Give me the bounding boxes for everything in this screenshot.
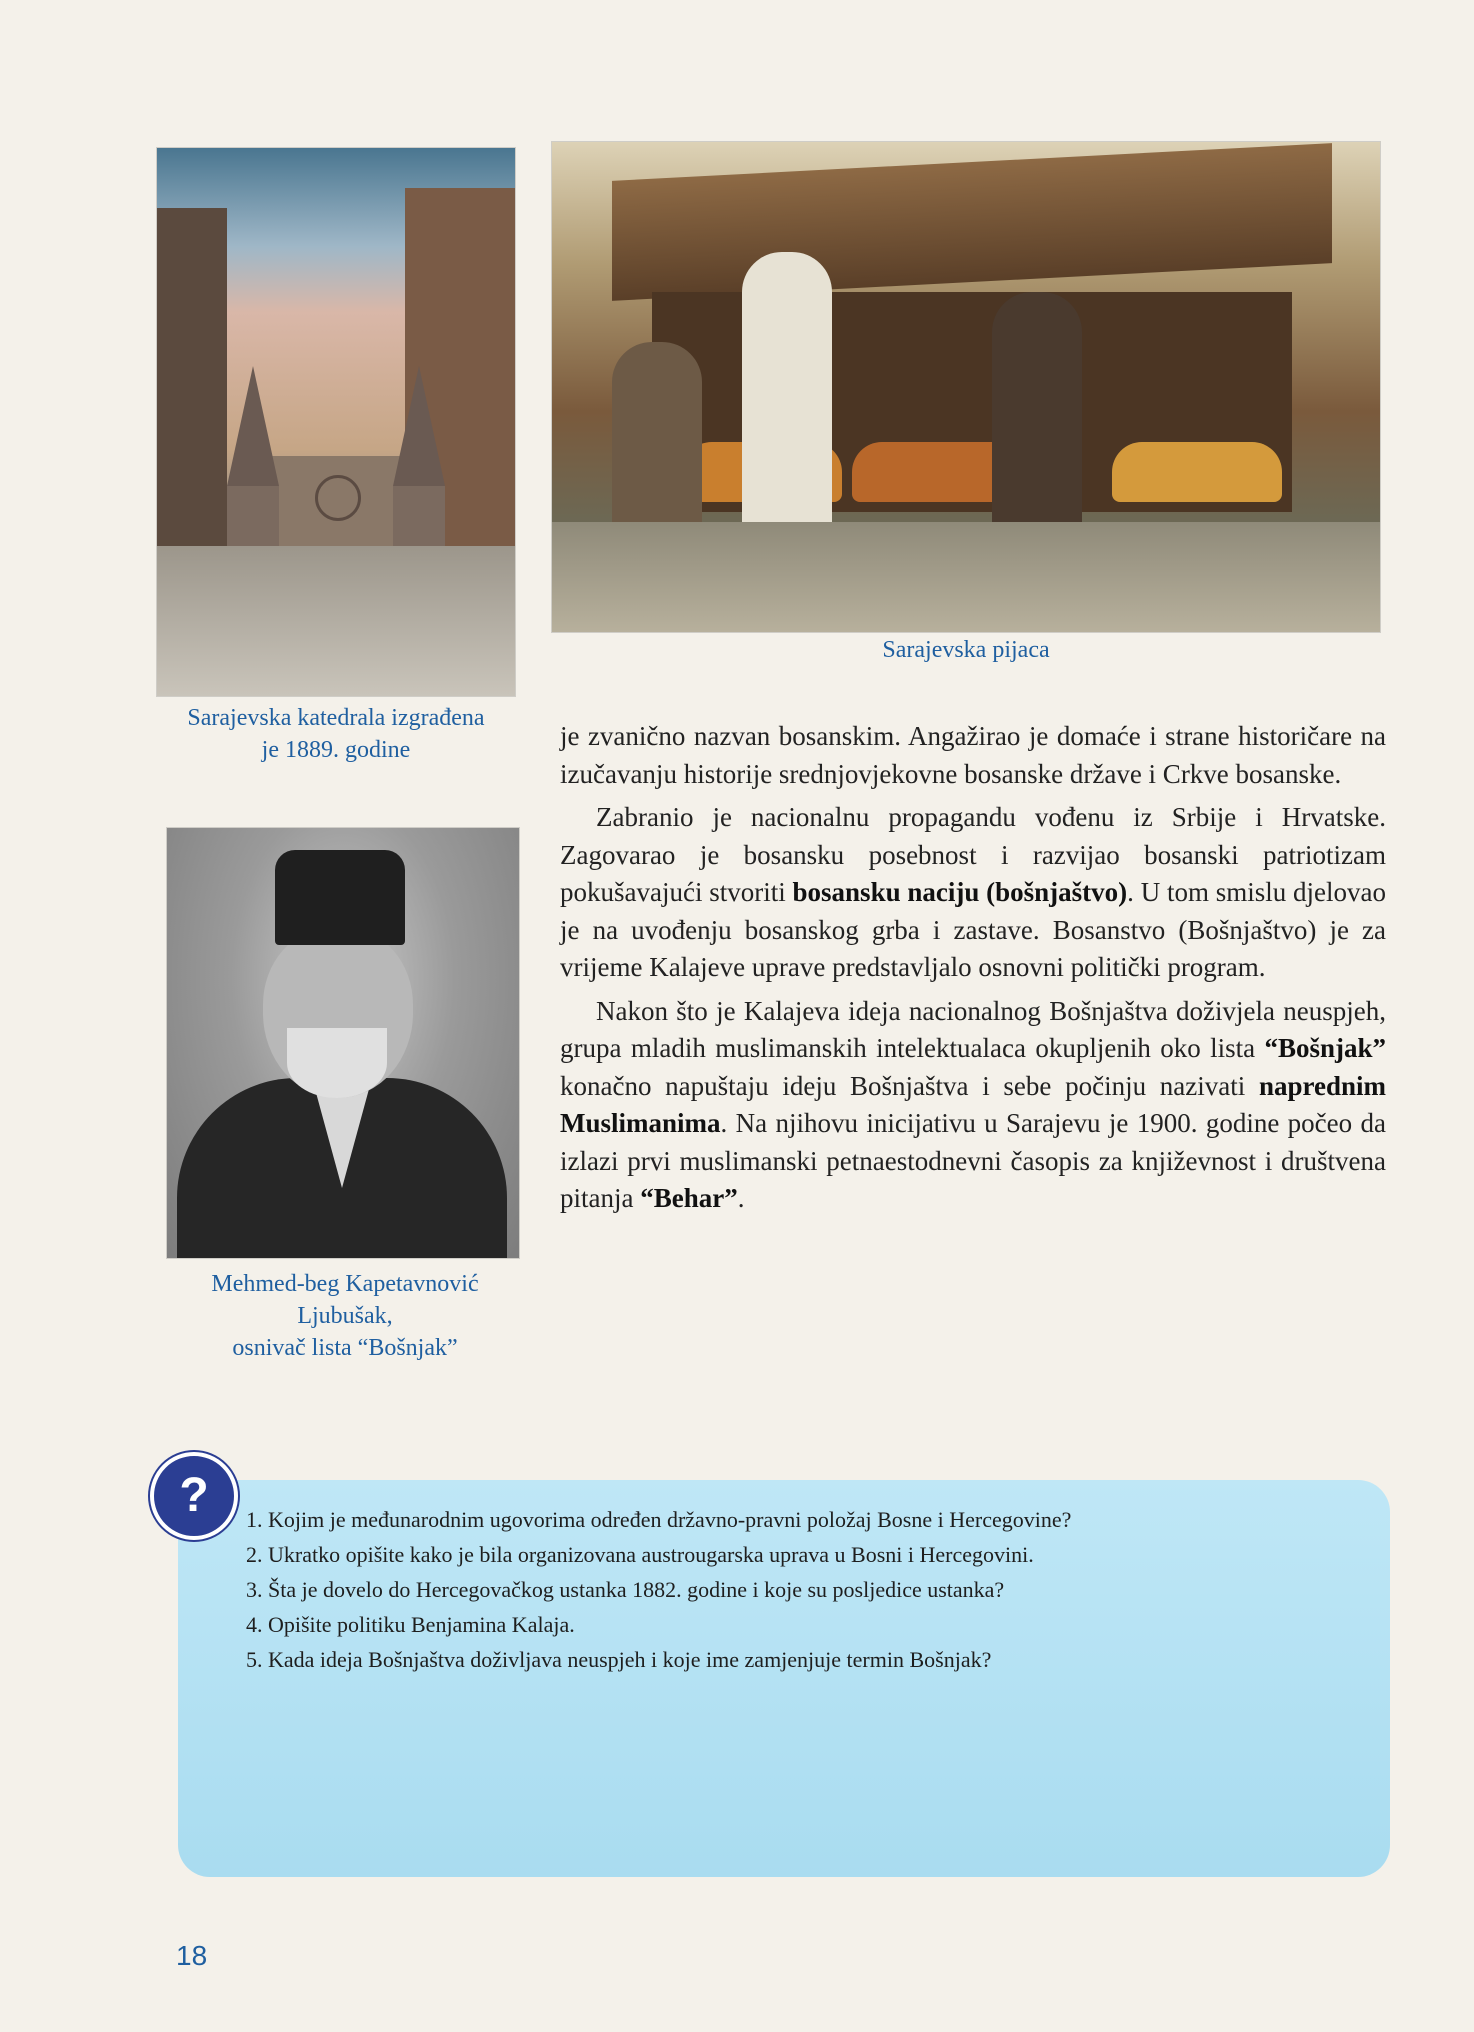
text-run: Zabranio je nacionalnu propagandu vođenu iz Srbije i Hrvatske. Zagovarao je bosansku posebnost i razvijao bosanski patriotizam pokušavajući stvoriti	[560, 802, 1386, 907]
market-photo	[552, 142, 1380, 632]
text-run: Nakon što je Kalajeva ideja nacionalnog Bošnjaštva doživjela neuspjeh, grupa mladih muslimanskih intelektualaca okupljenih oko lista	[560, 995, 1386, 1063]
question-item: 4. Opišite politiku Benjamina Kalaja.	[246, 1612, 575, 1637]
question-item: 5. Kada ideja Bošnjaštva doživljava neuspjeh i koje ime zamjenjuje termin Bošnjak?	[246, 1647, 992, 1672]
cathedral-caption	[157, 702, 515, 766]
text-run: .	[737, 1183, 745, 1213]
main-text	[560, 718, 1386, 1218]
market-caption: Sarajevska pijaca	[882, 637, 1050, 663]
bold-term: “Behar”	[640, 1183, 738, 1213]
question-mark-icon: ?	[150, 1452, 238, 1540]
question-item: 3. Šta je dovelo do Hercegovačkog ustanka 1882. godine i koje su posljedice ustanka?	[246, 1577, 1005, 1602]
paragraph	[560, 993, 1386, 1218]
cathedral-photo	[157, 148, 515, 696]
paragraph: je zvanično nazvan bosanskim. Angažirao je domaće i strane historičare na izučavanju historije srednjovjekovne bosanske države i Crkve bosanske.	[560, 721, 1386, 789]
question-item: 2. Ukratko opišite kako je bila organizovana austrougarska uprava u Bosni i Hercegovini.	[246, 1542, 1034, 1567]
portrait-caption-line: Ljubušak,	[297, 1303, 393, 1329]
text-run: . U tom smislu djelovao je na uvođenju bosanskog grba i zastave. Bosanstvo (Bošnjaštvo) je za vrijeme Kalajeve uprave predstavljalo osnovni politički program.	[560, 877, 1386, 982]
portrait-photo	[167, 828, 519, 1258]
questions-list	[246, 1502, 1356, 1677]
bold-term: “Bošnjak”	[1264, 1033, 1386, 1063]
portrait-caption	[150, 1268, 540, 1364]
text-run: . Na njihovu inicijativu u Sarajevu je 1900. godine počeo da izlazi prvi muslimanski petnaestodnevni časopis za književnost i društvena pitanja	[560, 1108, 1386, 1213]
question-item: 1. Kojim je međunarodnim ugovorima određen državno-pravni položaj Bosne i Hercegovine?	[246, 1507, 1072, 1532]
page-number: 18	[176, 1940, 208, 1971]
bold-term: bosansku naciju (bošnjaštvo)	[792, 877, 1128, 907]
portrait-caption-line: osnivač lista “Bošnjak”	[232, 1335, 458, 1361]
cathedral-caption-line: Sarajevska katedrala izgrađena	[187, 705, 485, 731]
portrait-caption-line: Mehmed-beg Kapetavnović	[211, 1271, 479, 1297]
paragraph	[560, 799, 1386, 987]
text-run: konačno napuštaju ideju Bošnjaštva i sebe počinju nazivati	[560, 1070, 1259, 1101]
cathedral-caption-line: je 1889. godine	[261, 737, 411, 763]
bold-term: naprednim Muslimanima	[560, 1070, 1386, 1138]
